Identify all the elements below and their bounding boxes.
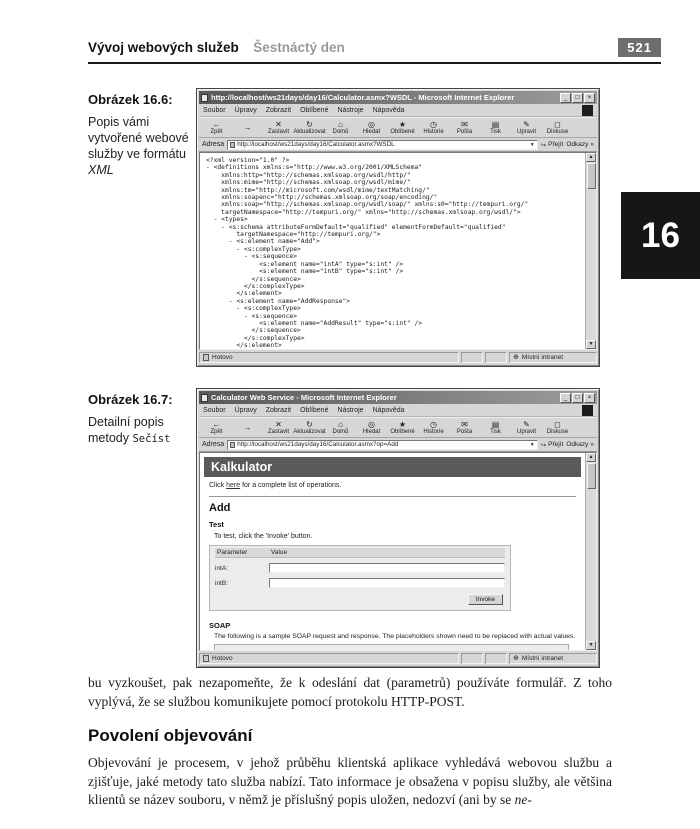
history-icon: ◷ bbox=[430, 119, 437, 129]
chapter-tab: 16 bbox=[621, 192, 700, 279]
xml-line: - <s:sequence> bbox=[206, 253, 297, 261]
back-arrow-icon: ← bbox=[212, 119, 221, 129]
links-label: Odkazy bbox=[566, 441, 589, 448]
toolbar-button-label: Aktualizovat bbox=[293, 428, 326, 435]
figure-label: Obrázek 16.6: bbox=[88, 92, 173, 107]
toolbar-button[interactable] bbox=[449, 119, 480, 136]
toolbar-button-label: Oblíbené bbox=[390, 128, 415, 135]
toolbar-button-label: Historie bbox=[423, 128, 444, 135]
toolbar-button-label: Upravit bbox=[516, 428, 536, 435]
mail-icon: ✉ bbox=[461, 119, 468, 129]
title-bar[interactable] bbox=[199, 391, 597, 404]
menu-item[interactable]: Zobrazit bbox=[265, 406, 292, 414]
paragraph-text: Objevování je procesem, v jehož průběhu klientská aplikace vyhledává webovou službu a zjišťuje, jaké metody tato služba nabízí. Tato informace je obsažena v popisu služby, ale většina klientů se název souboru, v němž je příslušný popis uložen, nedozví (ani by se bbox=[88, 755, 612, 807]
zone-text: Místní intranet bbox=[521, 354, 564, 361]
xml-line: </s:sequence> bbox=[206, 327, 301, 335]
figure-16-7 bbox=[88, 388, 600, 672]
intro-text: for a complete list of operations. bbox=[240, 482, 342, 489]
menu-item[interactable]: Oblíbené bbox=[300, 406, 329, 414]
favorites-icon: ★ bbox=[398, 119, 407, 129]
page-icon bbox=[230, 142, 235, 148]
edit-icon: ✎ bbox=[523, 419, 530, 429]
toolbar-button[interactable] bbox=[201, 419, 232, 436]
xml-line: xmlns:tm="http://microsoft.com/wsdl/mime/textMatching/" bbox=[206, 186, 430, 194]
xml-line: <?xml version="1.0" ?> bbox=[206, 157, 290, 164]
chevron-right-icon: » bbox=[590, 141, 594, 148]
window-controls bbox=[560, 93, 595, 103]
links-button[interactable] bbox=[566, 441, 594, 448]
favorites-icon: ★ bbox=[398, 419, 407, 429]
links-label: Odkazy bbox=[566, 141, 589, 148]
globe-icon: ⊕ bbox=[513, 354, 519, 361]
maximize-icon[interactable]: □ bbox=[572, 93, 583, 103]
xml-line: </s:element> bbox=[206, 290, 282, 298]
code-line bbox=[220, 649, 563, 650]
toolbar-button[interactable] bbox=[325, 419, 356, 436]
caption-text: Detailní popis metody bbox=[88, 415, 164, 445]
toolbar-button-label: Zpět bbox=[210, 128, 223, 135]
menu-item[interactable]: Nápověda bbox=[372, 106, 405, 114]
window-title: http://localhost/ws21days/day16/Calculator.asmx?WSDL - Microsoft Internet Explorer bbox=[211, 93, 515, 102]
scroll-up-icon[interactable]: ▲ bbox=[586, 453, 596, 462]
refresh-icon: ↻ bbox=[306, 419, 313, 429]
security-zone bbox=[509, 352, 597, 363]
invoke-row bbox=[215, 594, 505, 605]
address-url: http://localhost/ws21days/day16/Calculator.asmx?WSDL bbox=[237, 141, 395, 148]
go-icon: ↪ bbox=[540, 441, 547, 449]
toolbar-button[interactable] bbox=[294, 119, 325, 136]
paragraph: bu vyzkoušet, pak nezapomeňte, že k odeslání dat (parametrů) používáte formulář. Z toho vyplývá, že se službou komunikujete pomocí protokolu HTTP-POST. bbox=[88, 675, 612, 709]
document-icon bbox=[203, 655, 209, 662]
parameters-table bbox=[209, 545, 511, 611]
xml-line: <s:element name="intA" type="s:int" /> bbox=[206, 260, 404, 268]
ie-logo-icon bbox=[582, 405, 593, 416]
figure-caption-text bbox=[88, 114, 190, 178]
paragraph bbox=[88, 754, 612, 810]
window-icon bbox=[201, 394, 208, 402]
address-label: Adresa bbox=[202, 141, 225, 148]
page-number-badge: 521 bbox=[618, 38, 661, 57]
book-title: Vývoj webových služeb bbox=[88, 39, 239, 55]
menu-item[interactable]: Oblíbené bbox=[300, 106, 329, 114]
ie-window-calculator bbox=[196, 388, 600, 668]
toolbar-button[interactable] bbox=[542, 419, 573, 436]
column-header-parameter: Parameter bbox=[217, 549, 248, 556]
discuss-icon: ◻ bbox=[554, 119, 561, 129]
refresh-icon: ↻ bbox=[306, 119, 313, 129]
toolbar-button[interactable] bbox=[232, 119, 263, 136]
header-titles bbox=[88, 39, 345, 57]
test-instruction: To test, click the 'Invoke' button. bbox=[214, 533, 313, 540]
toolbar-button[interactable] bbox=[356, 419, 387, 436]
toolbar-button-label: Zastavit bbox=[267, 128, 289, 135]
param-label-intB: intB: bbox=[215, 579, 229, 587]
intB-input[interactable] bbox=[269, 578, 505, 588]
toolbar-button[interactable] bbox=[511, 119, 542, 136]
close-icon[interactable]: × bbox=[584, 93, 595, 103]
window-controls bbox=[560, 393, 595, 403]
toolbar-button[interactable] bbox=[449, 419, 480, 436]
status-message bbox=[199, 653, 459, 664]
minimize-icon[interactable]: _ bbox=[560, 393, 571, 403]
soap-request-sample bbox=[214, 644, 569, 650]
globe-icon: ⊕ bbox=[513, 655, 519, 662]
caption-italic: XML bbox=[88, 163, 114, 177]
figure-16-6-caption bbox=[88, 92, 190, 178]
section-heading: Povolení objevování bbox=[88, 726, 253, 745]
toolbar-button-label: Zastavit bbox=[267, 428, 289, 435]
address-input[interactable] bbox=[227, 140, 538, 150]
xml-line: </s:element> bbox=[206, 342, 282, 349]
menu-item[interactable]: Úpravy bbox=[234, 106, 257, 114]
operations-link[interactable]: here bbox=[226, 482, 241, 489]
xml-line: - <s:complexType> bbox=[206, 305, 301, 313]
go-button[interactable] bbox=[541, 141, 564, 149]
body-text bbox=[88, 674, 612, 810]
toolbar-button[interactable] bbox=[418, 419, 449, 436]
toolbar-button[interactable] bbox=[511, 419, 542, 436]
xml-line: targetNamespace="http://tempuri.org/"> bbox=[206, 231, 381, 239]
window-title: Calculator Web Service - Microsoft Internet Explorer bbox=[211, 393, 397, 402]
menu-item[interactable]: Úpravy bbox=[234, 406, 257, 414]
toolbar-button-label: Diskuse bbox=[546, 428, 569, 435]
address-bar bbox=[199, 138, 597, 152]
wsdl-xml-document bbox=[200, 153, 585, 349]
scroll-up-icon[interactable]: ▲ bbox=[586, 153, 596, 162]
caption-code: Sečíst bbox=[132, 433, 171, 445]
status-cell bbox=[485, 653, 507, 664]
go-icon: ↪ bbox=[540, 141, 547, 149]
toolbar-button-label: Tisk bbox=[490, 128, 501, 135]
toolbar-button[interactable] bbox=[387, 119, 418, 136]
browser-viewport bbox=[199, 452, 597, 651]
search-icon: ◎ bbox=[368, 119, 375, 129]
xml-line: <s:element name="AddResult" type="s:int" /> bbox=[206, 319, 423, 327]
intA-input[interactable] bbox=[269, 563, 505, 573]
chevron-down-icon[interactable]: ▼ bbox=[529, 441, 535, 448]
toolbar-button-label: Pošta bbox=[456, 128, 473, 135]
address-input[interactable] bbox=[227, 440, 538, 450]
status-bar bbox=[199, 652, 597, 665]
zone-text: Místní intranet bbox=[521, 655, 564, 662]
invoke-button[interactable]: Invoke bbox=[468, 594, 503, 605]
toolbar-button[interactable] bbox=[387, 419, 418, 436]
xml-line: - <s:element name="Add"> bbox=[206, 238, 320, 246]
status-text: Hotovo bbox=[212, 354, 233, 361]
search-icon: ◎ bbox=[368, 419, 375, 429]
title-bar[interactable] bbox=[199, 91, 597, 104]
xml-line: - <definitions xmlns:s="http://www.w3.org/2001/XMLSchema" bbox=[206, 164, 423, 172]
soap-description: The following is a sample SOAP request and response. The placeholders shown need to be replaced with actual values. bbox=[214, 633, 576, 640]
chapter-title: Šestnáctý den bbox=[253, 39, 345, 55]
back-arrow-icon: ← bbox=[212, 419, 221, 429]
status-cell bbox=[461, 653, 483, 664]
soap-heading: SOAP bbox=[209, 621, 231, 630]
toolbar-button-label: Historie bbox=[423, 428, 444, 435]
xml-line: - <s:schema attributeFormDefault="qualified" elementFormDefault="qualified" bbox=[206, 223, 506, 231]
toolbar-button[interactable] bbox=[263, 419, 294, 436]
scroll-down-icon[interactable]: ▼ bbox=[586, 340, 596, 349]
status-message bbox=[199, 352, 459, 363]
scroll-down-icon[interactable]: ▼ bbox=[586, 641, 596, 650]
paragraph-italic: ne- bbox=[514, 792, 532, 807]
figure-16-7-caption bbox=[88, 392, 190, 447]
xml-line: - <types> bbox=[206, 216, 248, 224]
operation-heading: Add bbox=[209, 502, 231, 514]
toolbar-button[interactable] bbox=[418, 119, 449, 136]
toolbar-button-label: Hledat bbox=[362, 128, 381, 135]
toolbar-button-label: Tisk bbox=[490, 428, 501, 435]
vertical-scrollbar[interactable] bbox=[585, 453, 596, 650]
caption-text: Popis vámi vytvořené webové služby ve formátu bbox=[88, 115, 189, 161]
ie-logo-icon bbox=[582, 105, 593, 116]
divider bbox=[209, 496, 576, 497]
xml-line: xmlns:soap="http://schemas.xmlsoap.org/wsdl/soap/" xmlns:s0="http://tempuri.org/" bbox=[206, 201, 529, 209]
security-zone bbox=[509, 653, 597, 664]
intro-text: Click bbox=[209, 482, 227, 489]
toolbar-button[interactable] bbox=[542, 119, 573, 136]
history-icon: ◷ bbox=[430, 419, 437, 429]
address-bar bbox=[199, 438, 597, 452]
toolbar-button[interactable] bbox=[356, 119, 387, 136]
toolbar-button[interactable] bbox=[294, 419, 325, 436]
go-label: Přejít bbox=[548, 441, 564, 448]
stop-icon: ✕ bbox=[275, 119, 282, 129]
page-icon bbox=[230, 442, 235, 448]
forward-arrow-icon: → bbox=[243, 422, 252, 432]
forward-arrow-icon: → bbox=[243, 122, 252, 132]
toolbar-button[interactable] bbox=[263, 119, 294, 136]
figure-caption-text bbox=[88, 414, 190, 447]
menu-item[interactable]: Nástroje bbox=[337, 106, 364, 114]
header-divider bbox=[88, 62, 661, 64]
page-header bbox=[88, 38, 661, 57]
xml-line: </s:sequence> bbox=[206, 275, 301, 283]
toolbar-button-label: Upravit bbox=[516, 128, 536, 135]
discuss-icon: ◻ bbox=[554, 419, 561, 429]
column-header-value: Value bbox=[271, 549, 288, 556]
scrollbar-thumb[interactable] bbox=[587, 463, 596, 489]
toolbar-button-label: Oblíbené bbox=[390, 428, 415, 435]
home-icon: ⌂ bbox=[338, 419, 343, 429]
xml-line: xmlns:soapenc="http://schemas.xmlsoap.org/soap/encoding/" bbox=[206, 194, 438, 202]
toolbar-button[interactable] bbox=[325, 119, 356, 136]
toolbar-button[interactable] bbox=[201, 119, 232, 136]
links-button[interactable] bbox=[566, 141, 594, 148]
xml-line: xmlns:mime="http://schemas.xmlsoap.org/wsdl/mime/" bbox=[206, 179, 411, 187]
toolbar-button[interactable] bbox=[480, 419, 511, 436]
status-bar bbox=[199, 351, 597, 364]
stop-icon: ✕ bbox=[275, 419, 282, 429]
xml-line: targetNamespace="http://tempuri.org/" xmlns="http://schemas.xmlsoap.org/wsdl/"> bbox=[206, 208, 521, 216]
home-icon: ⌂ bbox=[338, 119, 343, 129]
table-row bbox=[215, 563, 505, 573]
toolbar-button-label: Hledat bbox=[362, 428, 381, 435]
toolbar-button-label: Aktualizovat bbox=[293, 128, 326, 135]
menu-bar bbox=[199, 104, 597, 117]
toolbar-button-label: Domů bbox=[332, 428, 349, 435]
xml-line: </s:complexType> bbox=[206, 334, 305, 342]
minimize-icon[interactable]: _ bbox=[560, 93, 571, 103]
vertical-scrollbar[interactable] bbox=[585, 153, 596, 349]
menu-bar bbox=[199, 404, 597, 417]
status-cell bbox=[461, 352, 483, 363]
service-title-banner: Kalkulator bbox=[204, 457, 581, 477]
xml-line: - <s:element name="AddResponse"> bbox=[206, 297, 351, 305]
toolbar-button[interactable] bbox=[232, 419, 263, 436]
menu-item[interactable]: Soubor bbox=[203, 406, 226, 414]
toolbar-button-label: Domů bbox=[332, 128, 349, 135]
test-heading: Test bbox=[209, 520, 224, 529]
toolbar-button-label: Pošta bbox=[456, 428, 473, 435]
menu-items bbox=[203, 407, 582, 414]
xml-line: <s:element name="intB" type="s:int" /> bbox=[206, 268, 404, 276]
xml-line: - <s:sequence> bbox=[206, 312, 297, 320]
toolbar bbox=[199, 117, 597, 138]
scrollbar-thumb[interactable] bbox=[587, 163, 596, 189]
ie-window-wsdl bbox=[196, 88, 600, 367]
xml-line: xmlns:http="http://schemas.xmlsoap.org/wsdl/http/" bbox=[206, 171, 411, 179]
operations-intro bbox=[209, 482, 576, 489]
close-icon[interactable]: × bbox=[584, 393, 595, 403]
edit-icon: ✎ bbox=[523, 119, 530, 129]
status-text: Hotovo bbox=[212, 655, 233, 662]
address-label: Adresa bbox=[202, 441, 225, 448]
toolbar bbox=[199, 417, 597, 438]
window-icon bbox=[201, 94, 208, 102]
browser-viewport bbox=[199, 152, 597, 350]
menu-item[interactable]: Nástroje bbox=[337, 406, 364, 414]
menu-item[interactable]: Zobrazit bbox=[265, 106, 292, 114]
xml-line: </s:complexType> bbox=[206, 282, 305, 290]
address-url: http://localhost/ws21days/day16/Calculator.asmx?op=Add bbox=[237, 441, 399, 448]
service-page-body bbox=[200, 482, 585, 650]
chevron-down-icon[interactable]: ▼ bbox=[529, 141, 535, 148]
status-cell bbox=[485, 352, 507, 363]
print-icon: ▤ bbox=[491, 419, 500, 429]
figure-label: Obrázek 16.7: bbox=[88, 392, 173, 407]
table-header-row bbox=[215, 548, 505, 558]
go-button[interactable] bbox=[541, 441, 564, 449]
toolbar-button[interactable] bbox=[480, 119, 511, 136]
toolbar-button-label: Diskuse bbox=[546, 128, 569, 135]
calculator-service-page bbox=[200, 453, 585, 650]
document-icon bbox=[203, 354, 209, 361]
print-icon: ▤ bbox=[491, 119, 500, 129]
xml-line: - <s:complexType> bbox=[206, 245, 301, 253]
go-label: Přejít bbox=[548, 141, 564, 148]
maximize-icon[interactable]: □ bbox=[572, 393, 583, 403]
param-label-intA: intA: bbox=[215, 564, 229, 572]
menu-item[interactable]: Nápověda bbox=[372, 406, 405, 414]
figure-16-6 bbox=[88, 88, 600, 372]
chevron-right-icon: » bbox=[590, 441, 594, 448]
toolbar-button-label: Zpět bbox=[210, 428, 223, 435]
table-row bbox=[215, 578, 505, 588]
menu-items bbox=[203, 107, 582, 114]
mail-icon: ✉ bbox=[461, 419, 468, 429]
menu-item[interactable]: Soubor bbox=[203, 106, 226, 114]
